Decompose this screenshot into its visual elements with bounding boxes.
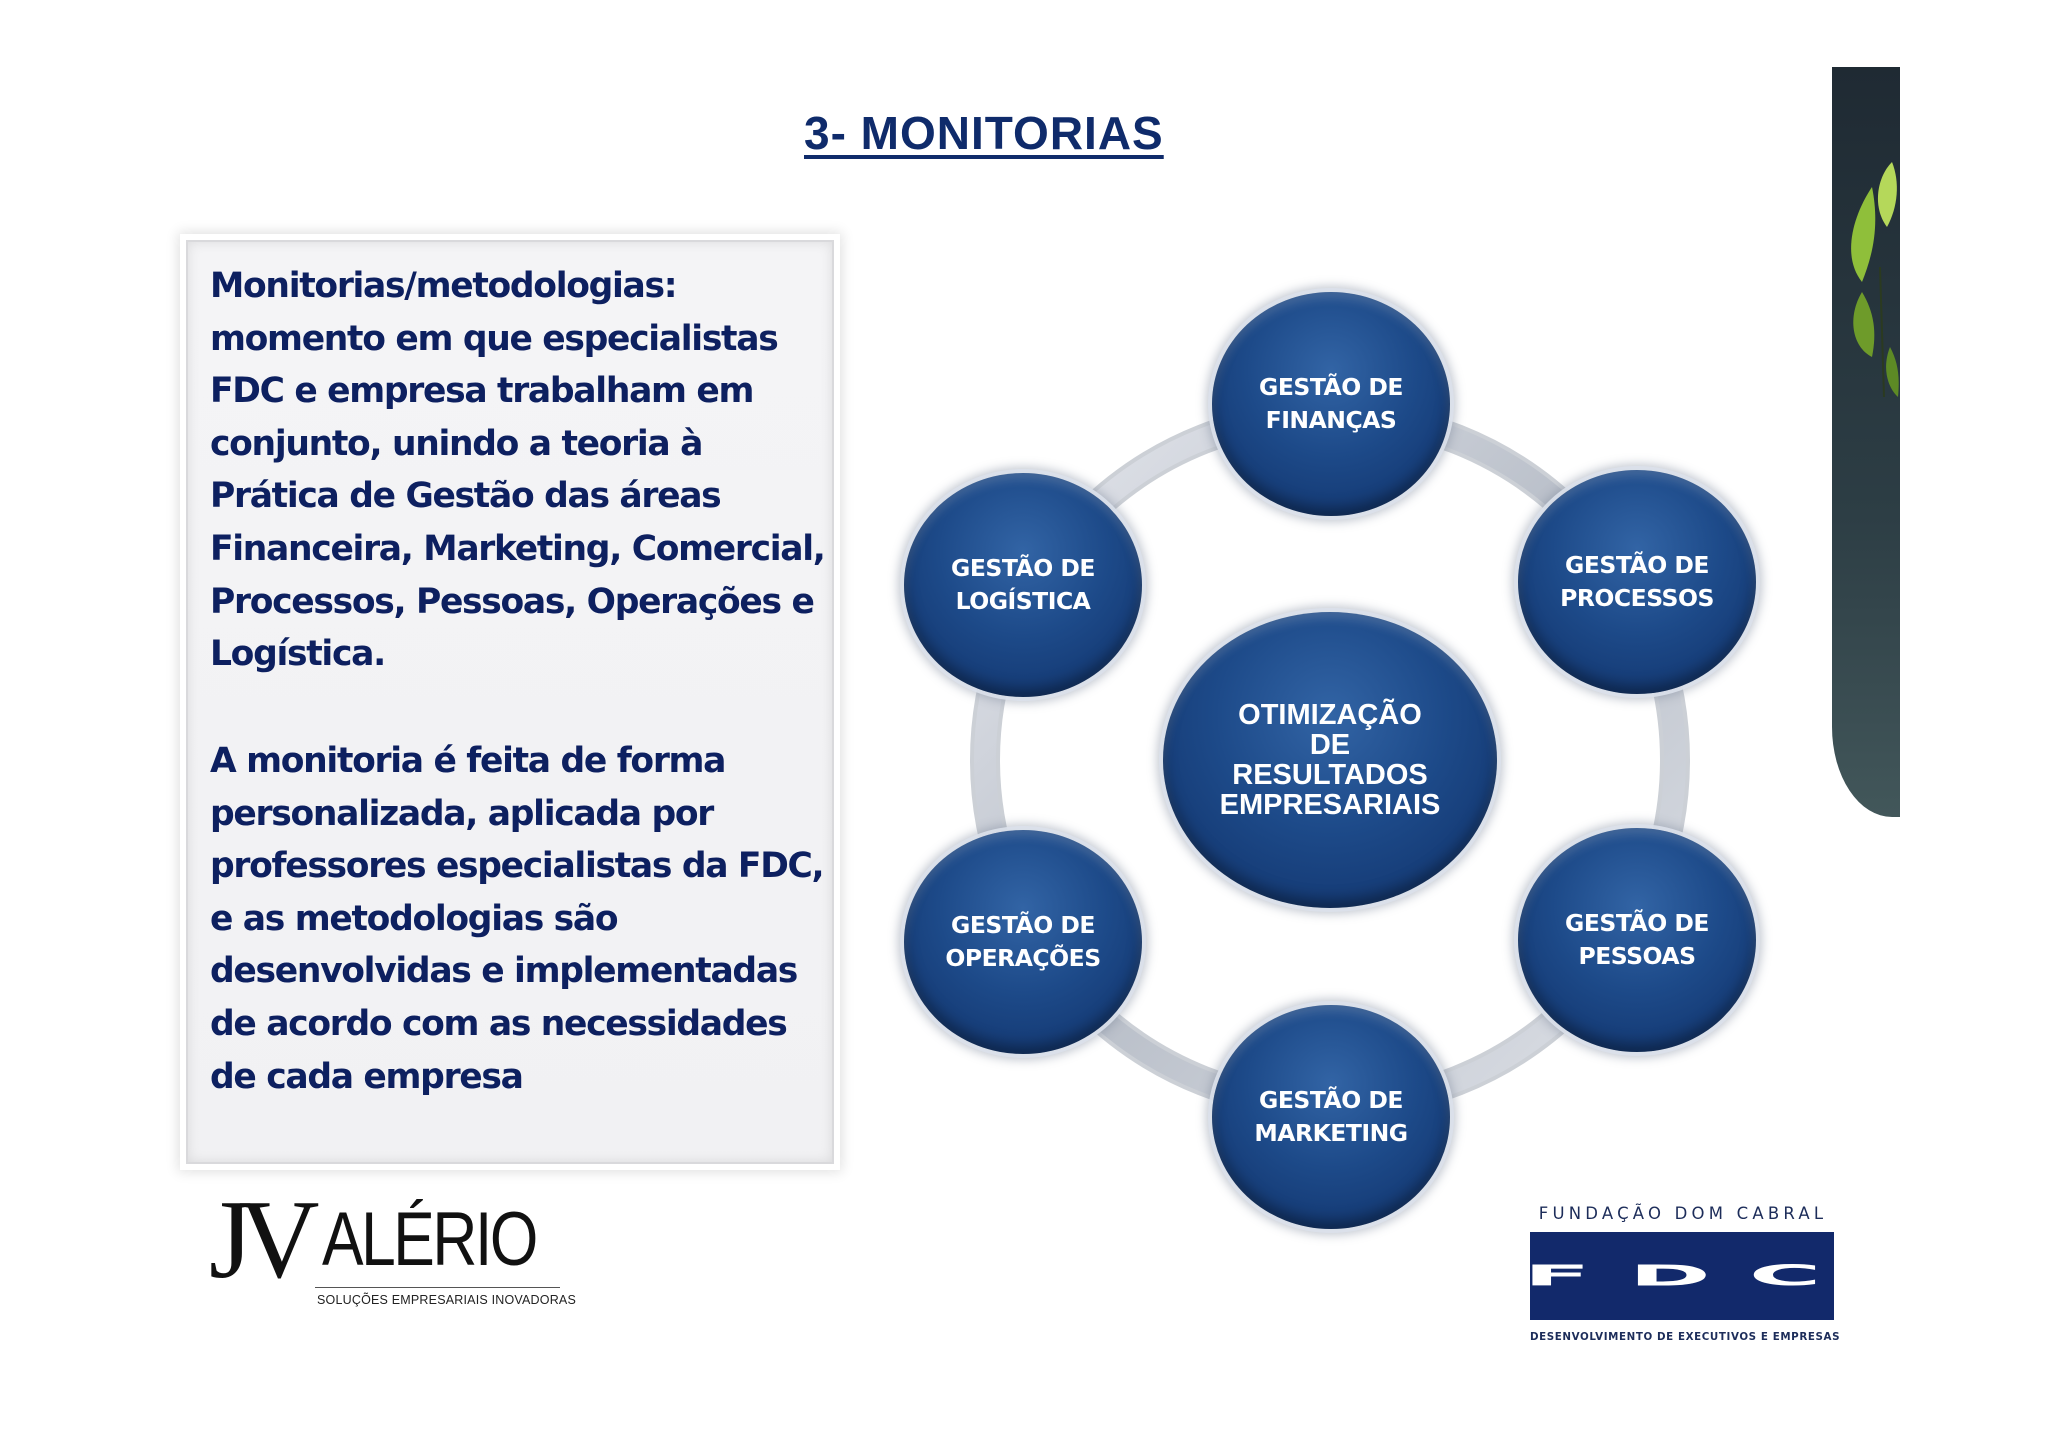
center-label: OTIMIZAÇÃO DE RESULTADOS EMPRESARIAIS [1219, 699, 1441, 821]
fdc-logo [1522, 1200, 1860, 1350]
jvalerio-initials: JV [209, 1178, 306, 1302]
node-label: GESTÃO DE MARKETING [1254, 1086, 1408, 1147]
jvalerio-tagline: SOLUÇÕES EMPRESARIAIS INOVADORAS [317, 1293, 577, 1307]
jvalerio-divider [315, 1287, 560, 1288]
jvalerio-name: ALÉRIO [322, 1197, 536, 1282]
node-gestao-processos [1518, 470, 1756, 694]
fdc-mark-box [1522, 1232, 1860, 1320]
fdc-mark: FDC [1522, 1259, 1860, 1293]
node-gestao-logistica [904, 473, 1142, 697]
jvalerio-logo [205, 1178, 577, 1320]
fdc-top-text: FUNDAÇÃO DOM CABRAL [1538, 1204, 1828, 1223]
description-paragraph-2: A monitoria é feita de forma personalizada, aplicada por professores especialistas da FDC, e as metodologias são desenvolvidas e implementadas de acordo com as necessidades de cada empresa [210, 741, 824, 1097]
fdc-bottom-text: DESENVOLVIMENTO DE EXECUTIVOS E EMPRESAS [1530, 1331, 1841, 1343]
node-label: GESTÃO DE OPERAÇÕES [945, 911, 1101, 972]
node-label: GESTÃO DE PESSOAS [1565, 909, 1709, 970]
node-gestao-marketing [1212, 1005, 1450, 1229]
node-gestao-operacoes [904, 830, 1142, 1054]
node-label: GESTÃO DE FINANÇAS [1259, 373, 1403, 434]
node-gestao-financas [1212, 292, 1450, 516]
slide-title: 3- MONITORIAS [804, 107, 1164, 159]
node-center-otimizacao [1163, 612, 1497, 908]
leaf-icon [1832, 67, 1900, 817]
decorative-plant-photo [1832, 67, 1900, 817]
node-label: GESTÃO DE PROCESSOS [1560, 551, 1714, 612]
description-panel [186, 240, 834, 1164]
management-areas-diagram [880, 280, 1780, 1240]
node-gestao-pessoas [1518, 828, 1756, 1052]
node-label: GESTÃO DE LOGÍSTICA [951, 554, 1095, 615]
description-paragraph-1: Monitorias/metodologias: momento em que especialistas FDC e empresa trabalham em conjunto, unindo a teoria à Prática de Gestão das áreas Financeira, Marketing, Comercial, Processos, Pessoas, Operações e Logística. [210, 266, 825, 675]
